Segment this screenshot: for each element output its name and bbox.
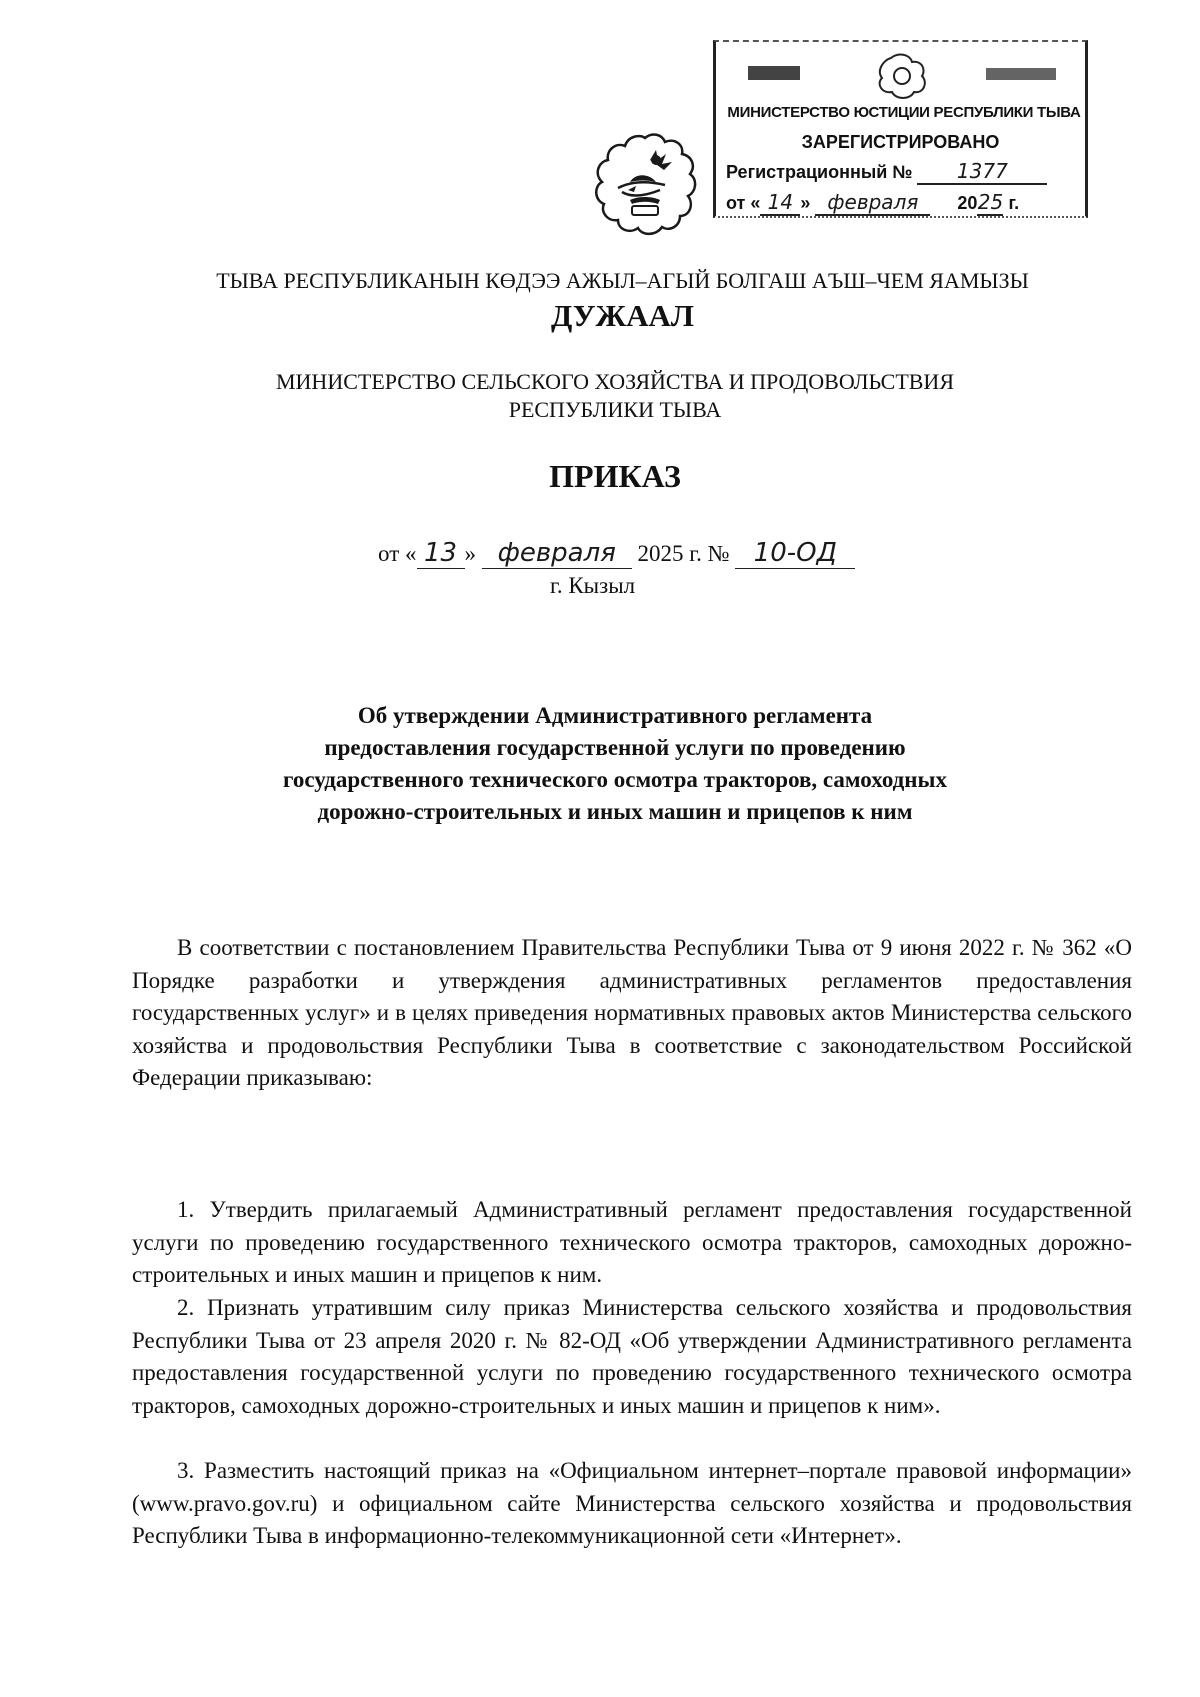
doc-type-title: ПРИКАЗ xyxy=(549,458,681,494)
order-date-line xyxy=(378,538,855,569)
ministry-name-line2: РЕСПУБЛИКИ ТЫВА xyxy=(508,397,722,422)
ministry-name xyxy=(0,368,1200,424)
date-month: февраля xyxy=(482,538,632,569)
stamp-status-text: ЗАРЕГИСТРИРОВАНО xyxy=(801,132,1000,152)
stamp-emblem-icon xyxy=(736,52,1076,100)
stamp-year-end: г. xyxy=(1008,193,1020,213)
stamp-ministry-text: МИНИСТЕРСТВО ЮСТИЦИИ РЕСПУБЛИКИ ТЫВА xyxy=(727,104,1081,121)
stamp-year-suffix: 25 xyxy=(977,190,1004,214)
city-name: г. Кызыл xyxy=(550,573,636,598)
order-title-line2: предоставления государственной услуги по проведению xyxy=(324,735,906,760)
registration-stamp xyxy=(713,40,1088,218)
stamp-year-prefix: 20 xyxy=(957,193,978,213)
order-title xyxy=(0,700,1200,828)
tuva-doc-type: ДУЖААЛ xyxy=(551,298,694,333)
stamp-date-month: февраля xyxy=(815,190,930,216)
order-title-line3: государственного технического осмотра тракторов, самоходных xyxy=(282,767,948,792)
stamp-date-row xyxy=(726,190,1019,216)
date-day: 13 xyxy=(417,538,465,569)
stamp-reg-number: 1377 xyxy=(917,159,1047,185)
ministry-name-line1: МИНИСТЕРСТВО СЕЛЬСКОГО ХОЗЯЙСТВА И ПРОДОВОЛЬСТВИЯ xyxy=(275,369,954,394)
tuva-ministry-name: ТЫВА РЕСПУБЛИКАНЫН КӨДЭЭ АЖЫЛ–АГЫЙ БОЛГАШ АЪШ–ЧЕМ ЯАМЫЗЫ xyxy=(216,268,1029,293)
date-prefix: от « xyxy=(378,541,417,566)
stamp-date-prefix: от « xyxy=(726,193,761,213)
order-title-line4: дорожно-строительных и иных машин и прицепов к ним xyxy=(317,799,913,824)
order-title-line1: Об утверждении Административного регламента xyxy=(357,703,873,728)
stamp-registration-number-row xyxy=(726,159,1047,185)
order-item-1: 1. Утвердить прилагаемый Административный регламент предоставления государственной услуги по проведению государственного технического осмотра тракторов, самоходных дорожно-строительных и иных машин и прицепов к ним. xyxy=(132,1197,1132,1287)
preamble-paragraph: В соответствии с постановлением Правительства Республики Тыва от 9 июня 2022 г. № 362 «О Порядке разработки и утверждения административных регламентов предоставления государственных услуг» и в целях приведения нормативных правовых актов Министерства сельского хозяйства и продовольствия Республики Тыва в соответствие с законодательством Российской Федерации приказываю: xyxy=(132,935,1132,1090)
date-year-text: 2025 г. № xyxy=(637,541,730,566)
stamp-reg-label: Регистрационный № xyxy=(726,162,913,182)
stamp-date-mid: » xyxy=(800,193,811,213)
order-item-3: 3. Разместить настоящий приказ на «Официальном интернет–портале правовой информации» (www.pravo.gov.ru) и официальном сайте Министерства сельского хозяйства и продовольствия Республики Тыва в информационно-телекоммуникационной сети «Интернет». xyxy=(132,1458,1132,1548)
date-mid: » xyxy=(464,541,476,566)
stamp-date-day: 14 xyxy=(760,190,800,216)
order-number: 10-ОД xyxy=(735,538,855,569)
tuva-coat-of-arms-icon xyxy=(590,130,700,240)
order-item-2: 2. Признать утратившим силу приказ Министерства сельского хозяйства и продовольствия Республики Тыва от 23 апреля 2020 г. № 82-ОД «Об утверждении Административного регламента предоставления государственной услуги по проведению государственного технического осмотра тракторов, самоходных дорожно-строительных и иных машин и прицепов к ним». xyxy=(132,1295,1132,1418)
